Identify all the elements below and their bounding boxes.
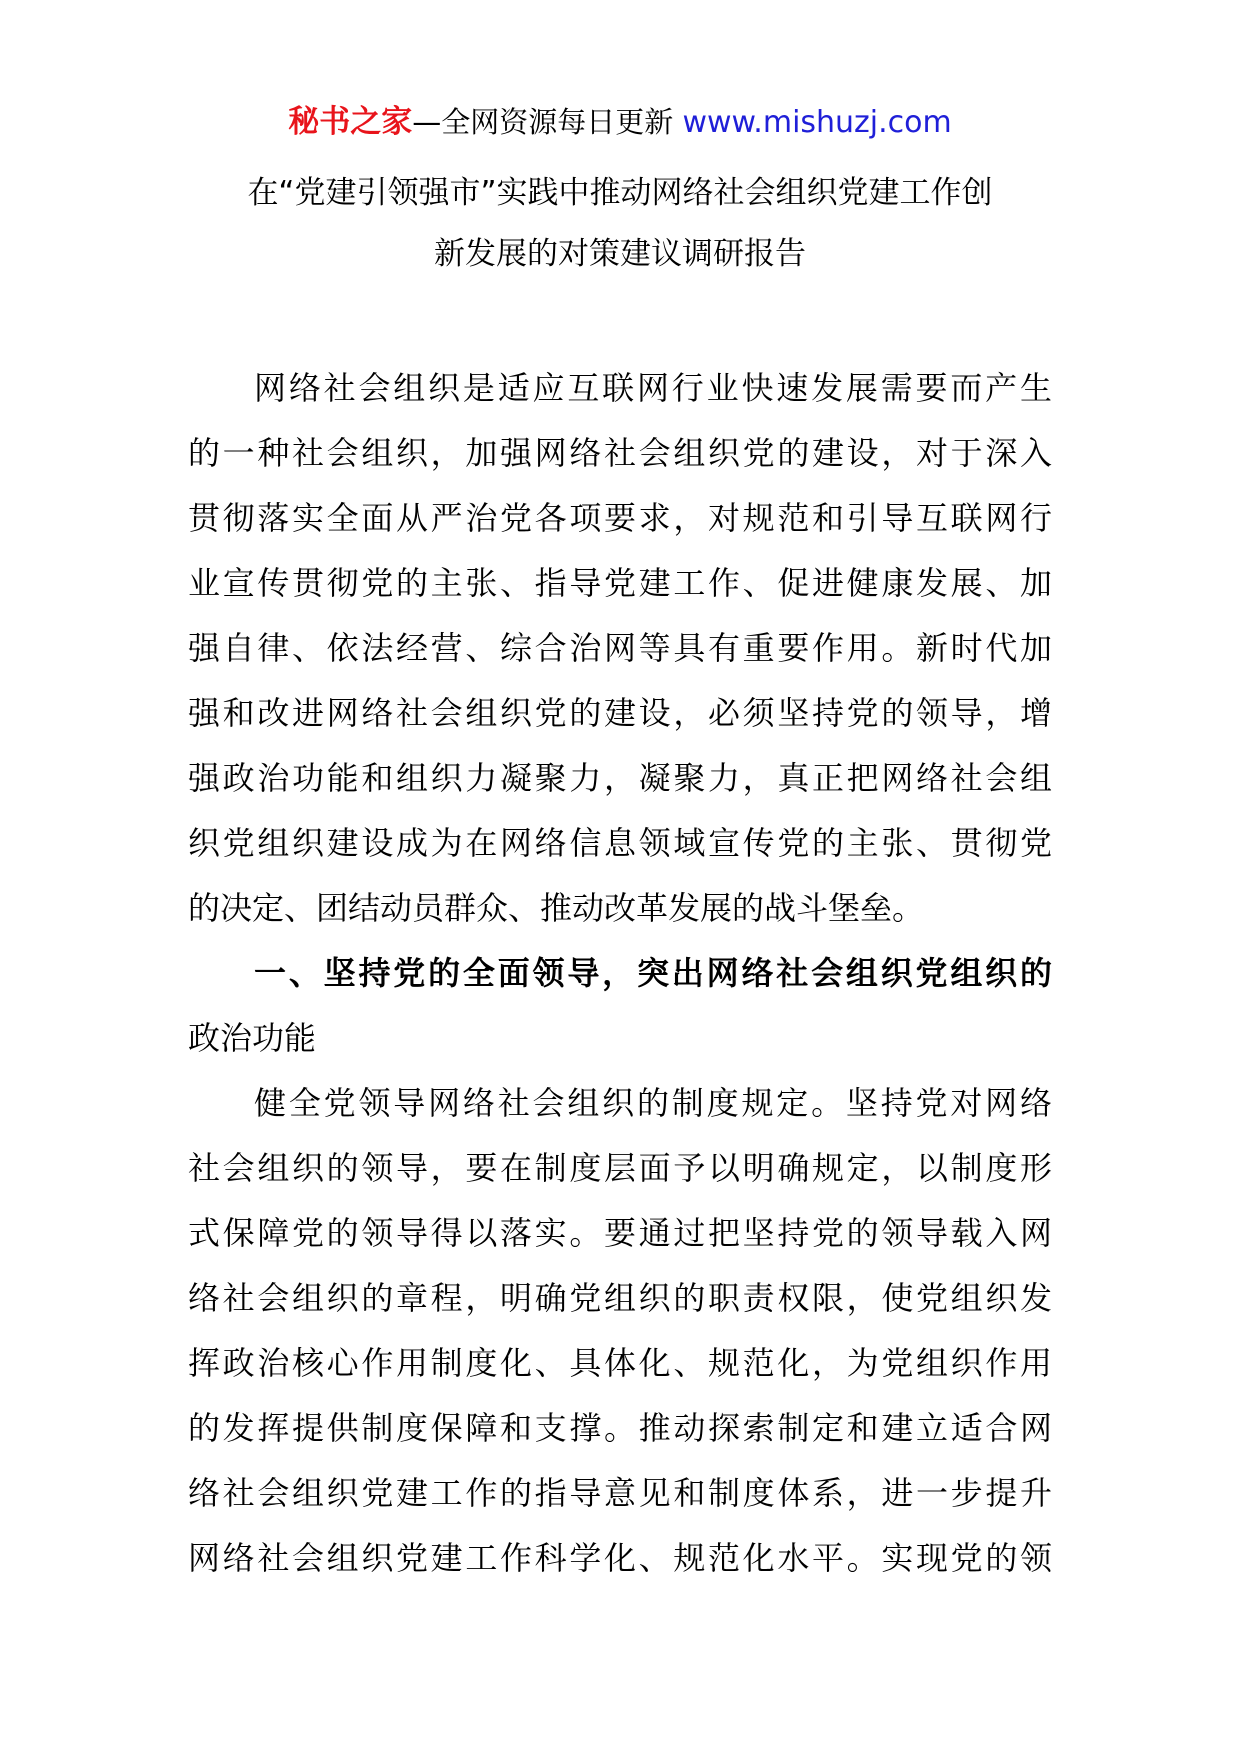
paragraph-line: 的一种社会组织，加强网络社会组织党的建设，对于深入	[188, 434, 1052, 472]
paragraph-line: 的发挥提供制度保障和支撑。推动探索制定和建立适合网	[188, 1409, 1052, 1447]
title-line: 新发展的对策建议调研报告	[434, 236, 806, 272]
paragraph-line: 强政治功能和组织力凝聚力，凝聚力，真正把网络社会组	[188, 759, 1052, 797]
paragraph-line: 式保障党的领导得以落实。要通过把坚持党的领导载入网	[188, 1214, 1052, 1252]
paragraph-line: 健全党领导网络社会组织的制度规定。坚持党对网络	[254, 1084, 1052, 1122]
section-heading-line: 一、坚持党的全面领导，突出网络社会组织党组织的	[254, 954, 1052, 992]
section-heading-line: 政治功能	[188, 1019, 317, 1057]
site-url-link[interactable]: www.mishuzj.com	[682, 105, 952, 140]
paragraph-line: 网络社会组织党建工作科学化、规范化水平。实现党的领	[188, 1539, 1052, 1577]
watermark-header	[0, 102, 1240, 143]
paragraph-line: 络社会组织的章程，明确党组织的职责权限，使党组织发	[188, 1279, 1052, 1317]
brand-name: 秘书之家	[288, 104, 413, 140]
paragraph-line: 挥政治核心作用制度化、具体化、规范化，为党组织作用	[188, 1344, 1052, 1382]
paragraph-line: 强自律、依法经营、综合治网等具有重要作用。新时代加	[188, 629, 1052, 667]
title-line: 在“党建引领强市”实践中推动网络社会组织党建工作创	[247, 175, 993, 211]
paragraph-line: 贯彻落实全面从严治党各项要求，对规范和引导互联网行	[188, 499, 1052, 537]
paragraph-line: 网络社会组织是适应互联网行业快速发展需要而产生	[254, 369, 1052, 407]
paragraph-line: 络社会组织党建工作的指导意见和制度体系，进一步提升	[188, 1474, 1052, 1512]
document-body	[188, 356, 1052, 1591]
paragraph-line: 社会组织的领导，要在制度层面予以明确规定，以制度形	[188, 1149, 1052, 1187]
header-tagline: —全网资源每日更新	[412, 105, 683, 139]
paragraph-line: 的决定、团结动员群众、推动改革发展的战斗堡垒。	[188, 889, 925, 927]
paragraph-line: 织党组织建设成为在网络信息领域宣传党的主张、贯彻党	[188, 824, 1052, 862]
paragraph-line: 业宣传贯彻党的主张、指导党建工作、促进健康发展、加	[188, 564, 1052, 602]
document-title	[180, 163, 1060, 285]
paragraph-line: 强和改进网络社会组织党的建设，必须坚持党的领导，增	[188, 694, 1052, 732]
